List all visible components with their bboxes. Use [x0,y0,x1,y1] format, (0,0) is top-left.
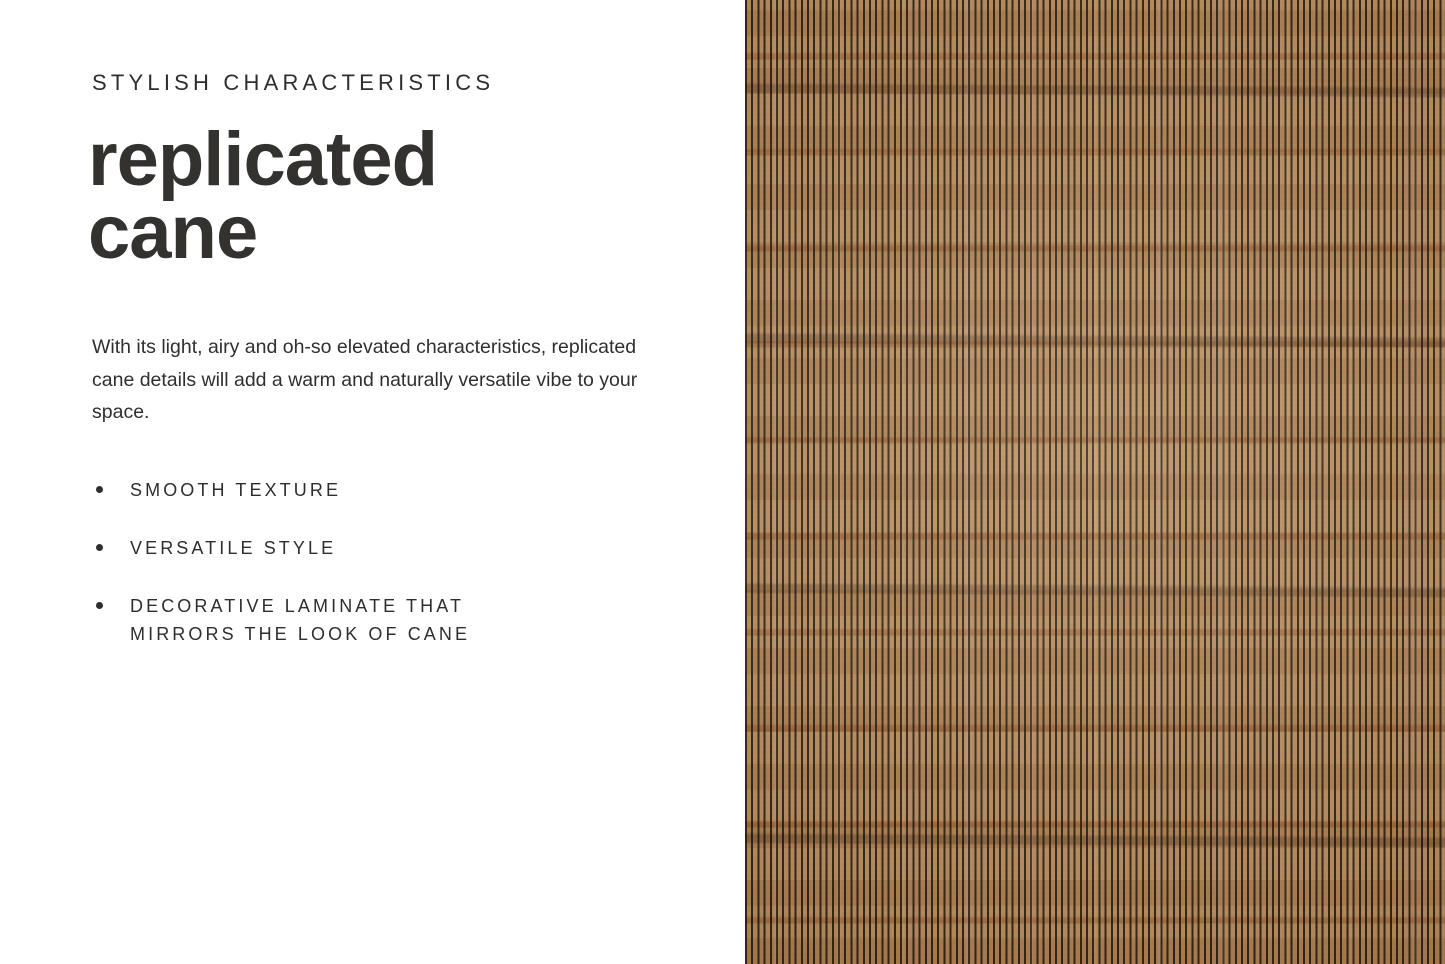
list-item-label: VERSATILE STYLE [130,537,337,558]
feature-list [92,477,655,649]
headline-line-1: replicated [88,117,438,203]
list-item [92,477,655,505]
eyebrow-label: STYLISH CHARACTERISTICS [92,70,495,95]
weave-highlight-grain [745,0,1445,964]
page-title [88,117,518,275]
bullet-icon [96,602,103,609]
body-paragraph: With its light, airy and oh-so elevated characteristics, replicated cane details will add a warm and naturally versatile vibe to your space. [92,335,638,424]
headline-line-2: cane [88,189,258,275]
list-item [92,535,655,563]
list-item [92,593,655,649]
cane-texture-image [745,0,1445,964]
bullet-icon [96,544,103,551]
list-item-label: DECORATIVE LAMINATE THAT [130,595,465,616]
list-item-label: SMOOTH TEXTURE [130,480,342,501]
list-item-label-line-2: MIRRORS THE LOOK OF CANE [130,623,471,644]
bullet-icon [96,486,103,493]
